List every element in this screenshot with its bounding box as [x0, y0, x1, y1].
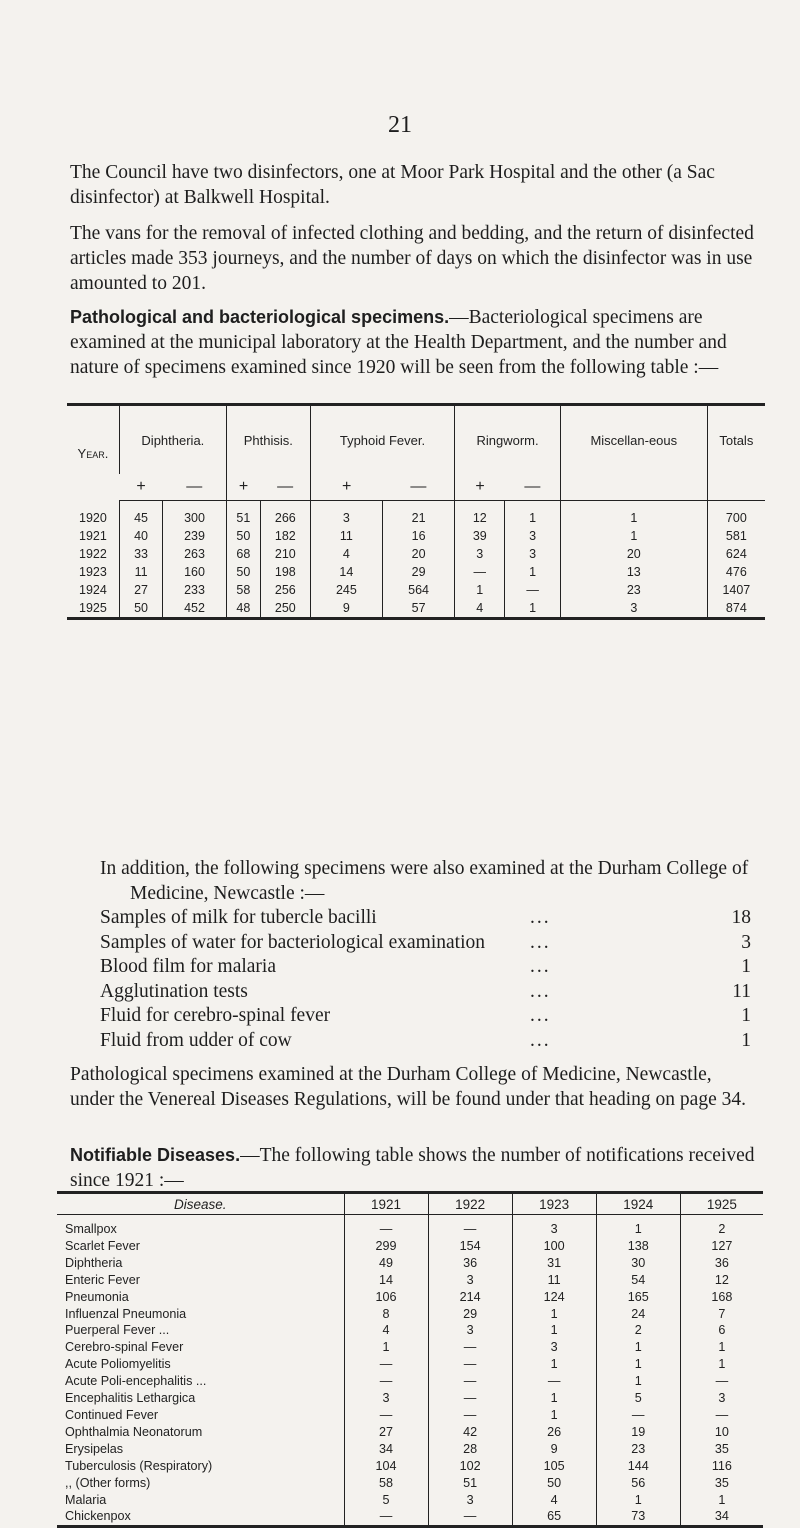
specimen-cell-typh_m: 29: [382, 563, 454, 581]
specimen-cell-typh_m: 16: [382, 527, 454, 545]
notification-count: 127: [680, 1238, 763, 1255]
list-item: [100, 980, 765, 1005]
notification-count: —: [680, 1407, 763, 1424]
specimen-cell-year: 1924: [79, 583, 107, 597]
notification-count: 100: [512, 1238, 596, 1255]
notification-count: 1: [512, 1306, 596, 1323]
sign-plus: +: [455, 474, 505, 501]
header-year-1921: 1921: [344, 1193, 428, 1215]
notification-count: 11: [512, 1272, 596, 1289]
specimen-cell-misc: 23: [560, 581, 707, 599]
notification-count: 1: [596, 1215, 680, 1238]
specimen-cell-misc: 20: [560, 545, 707, 563]
notification-count: 2: [680, 1215, 763, 1238]
table-row: [57, 1424, 763, 1441]
notification-count: —: [428, 1373, 512, 1390]
vans-paragraph: The vans for the removal of infected clothing and bedding, and the return of disinfected articles made 353 journeys, and the number of days on which the disinfector was in use amounted to 201.: [70, 223, 754, 294]
table-row: [57, 1215, 763, 1238]
notification-count: —: [428, 1508, 512, 1526]
specimen-cell-ring_m: 3: [505, 527, 561, 545]
list-item-value: 1: [741, 956, 751, 978]
notification-count: 1: [680, 1356, 763, 1373]
specimen-cell-dip_p: 45: [119, 501, 162, 528]
specimen-cell-dip_m: 300: [163, 501, 227, 528]
specimen-cell-typh_p: 14: [310, 563, 382, 581]
notification-count: 73: [596, 1508, 680, 1526]
notification-count: 5: [596, 1390, 680, 1407]
specimen-cell-dip_p: 33: [119, 545, 162, 563]
specimen-cell-total: 874: [707, 599, 765, 619]
disease-name: Acute Poliomyelitis: [65, 1357, 171, 1372]
notification-count: 31: [512, 1255, 596, 1272]
notification-count: 50: [512, 1475, 596, 1492]
specimen-cell-year: 1923: [79, 565, 107, 579]
list-item-value: 1: [741, 1005, 751, 1027]
header-diphtheria: Diphtheria.: [119, 405, 226, 475]
header-year-1923: 1923: [512, 1193, 596, 1215]
list-item-leader: ...: [530, 1005, 551, 1027]
disease-name: Puerperal Fever ...: [65, 1323, 170, 1338]
disease-name: Diphtheria: [65, 1255, 123, 1270]
list-item-value: 3: [741, 931, 751, 953]
header-ringworm: Ringworm.: [455, 405, 561, 475]
specimen-cell-total: 700: [707, 501, 765, 528]
list-item-leader: ...: [530, 956, 551, 978]
notification-count: 49: [344, 1255, 428, 1272]
specimen-cell-dip_m: 233: [163, 581, 227, 599]
notification-count: 29: [428, 1306, 512, 1323]
notification-count: —: [344, 1356, 428, 1373]
table-row: [57, 1356, 763, 1373]
specimen-cell-misc: 1: [560, 501, 707, 528]
list-item-value: 1: [741, 1029, 751, 1051]
specimen-cell-year: 1921: [79, 529, 107, 543]
specimen-row: [67, 599, 765, 619]
specimen-row: [67, 581, 765, 599]
notification-count: 165: [596, 1289, 680, 1306]
list-item-label: Samples of milk for tubercle bacilli: [100, 907, 377, 928]
notification-count: 124: [512, 1289, 596, 1306]
disease-name: Scarlet Fever: [65, 1238, 140, 1253]
specimen-cell-misc: 3: [560, 599, 707, 619]
specimen-table: [67, 403, 765, 620]
header-year-1924: 1924: [596, 1193, 680, 1215]
notification-count: 102: [428, 1458, 512, 1475]
table-row: [57, 1492, 763, 1509]
specimen-row: [67, 501, 765, 528]
header-year-1925: 1925: [680, 1193, 763, 1215]
notification-count: 1: [596, 1492, 680, 1509]
notification-count: 34: [680, 1508, 763, 1526]
notification-count: 3: [512, 1339, 596, 1356]
notification-count: 3: [428, 1492, 512, 1509]
durham-specimen-list: [100, 906, 765, 1054]
specimen-cell-ring_p: 3: [455, 545, 505, 563]
notification-count: 105: [512, 1458, 596, 1475]
list-item-leader: ...: [530, 931, 551, 953]
specimen-cell-total: 476: [707, 563, 765, 581]
notification-count: —: [344, 1407, 428, 1424]
specimen-cell-year: 1922: [79, 547, 107, 561]
specimen-cell-phth_p: 51: [226, 501, 260, 528]
notification-count: 3: [428, 1322, 512, 1339]
specimen-cell-dip_m: 452: [163, 599, 227, 619]
notification-count: —: [344, 1215, 428, 1238]
specimen-cell-dip_m: 263: [163, 545, 227, 563]
notification-count: 104: [344, 1458, 428, 1475]
disease-name: Ophthalmia Neonatorum: [65, 1424, 203, 1439]
specimen-cell-phth_m: 182: [260, 527, 310, 545]
specimen-cell-phth_m: 250: [260, 599, 310, 619]
table-row: [57, 1322, 763, 1339]
sign-minus: —: [382, 474, 454, 501]
notification-count: 6: [680, 1322, 763, 1339]
specimen-cell-typh_p: 245: [310, 581, 382, 599]
table-row: [57, 1339, 763, 1356]
notification-count: 3: [344, 1390, 428, 1407]
header-year: Year.: [77, 445, 109, 461]
specimen-cell-phth_p: 68: [226, 545, 260, 563]
specimen-cell-year: 1920: [79, 510, 107, 525]
notification-count: 7: [680, 1306, 763, 1323]
notification-count: 56: [596, 1475, 680, 1492]
specimen-cell-misc: 1: [560, 527, 707, 545]
specimen-cell-phth_m: 256: [260, 581, 310, 599]
header-phthisis: Phthisis.: [226, 405, 310, 475]
page-number: 21: [388, 112, 412, 138]
notification-count: 1: [512, 1407, 596, 1424]
list-item-label: Samples of water for bacteriological examination: [100, 931, 485, 953]
specimen-cell-typh_m: 20: [382, 545, 454, 563]
specimen-cell-typh_m: 21: [382, 501, 454, 528]
notifiable-paragraph: [70, 1143, 755, 1193]
specimen-cell-phth_p: 50: [226, 527, 260, 545]
totals-sign-blank: [707, 474, 765, 501]
notification-count: 1: [680, 1339, 763, 1356]
notifiable-text: —The following table shows the number of notifications received since 1921 :—: [70, 1145, 755, 1191]
notification-count: 168: [680, 1289, 763, 1306]
notification-count: —: [428, 1407, 512, 1424]
specimen-cell-phth_m: 266: [260, 501, 310, 528]
notification-count: 34: [344, 1441, 428, 1458]
notifiable-table-body: [57, 1215, 763, 1527]
notification-count: 42: [428, 1424, 512, 1441]
notification-count: 36: [428, 1255, 512, 1272]
notifiable-heading: Notifiable Diseases.: [70, 1145, 241, 1165]
notification-count: 106: [344, 1289, 428, 1306]
notification-count: —: [680, 1373, 763, 1390]
notification-count: —: [344, 1373, 428, 1390]
disease-name: Pneumonia: [65, 1289, 129, 1304]
notification-count: 3: [512, 1215, 596, 1238]
notification-count: 1: [512, 1356, 596, 1373]
notification-count: 23: [596, 1441, 680, 1458]
table-row: [57, 1475, 763, 1492]
sign-minus: —: [505, 474, 561, 501]
notification-count: —: [428, 1339, 512, 1356]
notification-count: 1: [344, 1339, 428, 1356]
list-item: [100, 931, 765, 956]
specimen-cell-typh_m: 564: [382, 581, 454, 599]
notification-count: 1: [512, 1322, 596, 1339]
notification-count: 26: [512, 1424, 596, 1441]
header-disease: Disease.: [57, 1193, 344, 1215]
sign-plus: +: [226, 474, 260, 501]
notification-count: 138: [596, 1238, 680, 1255]
header-year-1922: 1922: [428, 1193, 512, 1215]
disease-name: Smallpox: [65, 1222, 117, 1236]
list-item-label: Agglutination tests: [100, 980, 248, 1002]
notification-count: 10: [680, 1424, 763, 1441]
list-item: [100, 1029, 765, 1054]
notification-count: 299: [344, 1238, 428, 1255]
notification-count: 5: [344, 1492, 428, 1509]
list-item: [100, 1004, 765, 1029]
specimen-cell-typh_m: 57: [382, 599, 454, 619]
disease-name: Enteric Fever: [65, 1272, 140, 1287]
notification-count: 30: [596, 1255, 680, 1272]
list-item: [100, 955, 765, 980]
misc-sign-blank: [560, 474, 707, 501]
table-row: [57, 1289, 763, 1306]
notification-count: 65: [512, 1508, 596, 1526]
specimen-cell-total: 624: [707, 545, 765, 563]
list-item-leader: ...: [530, 980, 551, 1002]
header-totals: Totals: [707, 405, 765, 475]
list-item-label: Blood film for malaria: [100, 956, 276, 978]
specimen-cell-total: 581: [707, 527, 765, 545]
sign-minus: —: [260, 474, 310, 501]
list-item-leader: ...: [530, 1029, 551, 1051]
table-row: [57, 1238, 763, 1255]
notification-count: 4: [344, 1322, 428, 1339]
specimen-cell-phth_m: 198: [260, 563, 310, 581]
specimen-cell-ring_m: —: [505, 581, 561, 599]
notification-count: 36: [680, 1255, 763, 1272]
table-row: [57, 1458, 763, 1475]
specimen-cell-ring_p: 39: [455, 527, 505, 545]
list-item-label: Fluid for cerebro-spinal fever: [100, 1005, 331, 1027]
disease-name: Malaria: [65, 1492, 107, 1507]
specimens-heading: Pathological and bacteriological specimens.: [70, 307, 450, 327]
disease-name: Continued Fever: [65, 1407, 159, 1422]
table-row: [57, 1508, 763, 1526]
disease-name: Encephalitis Lethargica: [65, 1391, 196, 1406]
notification-count: 3: [680, 1390, 763, 1407]
notification-count: —: [428, 1215, 512, 1238]
notification-count: 51: [428, 1475, 512, 1492]
specimen-cell-ring_m: 1: [505, 563, 561, 581]
table-row: [57, 1306, 763, 1323]
disease-name: Acute Poli-encephalitis ...: [65, 1374, 207, 1389]
list-item-leader: ...: [530, 907, 551, 928]
notification-count: 28: [428, 1441, 512, 1458]
list-item: [100, 906, 765, 931]
notification-count: 27: [344, 1424, 428, 1441]
disease-name: Cerebro-spinal Fever: [65, 1340, 184, 1355]
table-row: [57, 1272, 763, 1289]
notifiable-table-header: [57, 1193, 763, 1215]
notification-count: 144: [596, 1458, 680, 1475]
disease-name: Erysipelas: [65, 1441, 124, 1456]
specimen-cell-ring_p: 1: [455, 581, 505, 599]
specimen-cell-ring_m: 3: [505, 545, 561, 563]
notification-count: 1: [596, 1356, 680, 1373]
specimen-cell-phth_m: 210: [260, 545, 310, 563]
notification-count: 4: [512, 1492, 596, 1509]
notifiable-table: [57, 1191, 763, 1528]
specimen-row: [67, 545, 765, 563]
specimen-cell-total: 1407: [707, 581, 765, 599]
notification-count: 58: [344, 1475, 428, 1492]
specimen-cell-misc: 13: [560, 563, 707, 581]
notification-count: —: [344, 1508, 428, 1526]
specimen-cell-typh_p: 4: [310, 545, 382, 563]
notification-count: —: [512, 1373, 596, 1390]
notification-count: 116: [680, 1458, 763, 1475]
notification-count: 35: [680, 1475, 763, 1492]
notification-count: —: [428, 1356, 512, 1373]
disease-name: Tuberculosis (Respiratory): [65, 1458, 213, 1473]
notification-count: —: [428, 1390, 512, 1407]
specimen-cell-ring_m: 1: [505, 501, 561, 528]
specimen-cell-phth_p: 58: [226, 581, 260, 599]
disease-name: ,, (Other forms): [65, 1475, 151, 1490]
specimens-paragraph: [70, 305, 755, 380]
specimen-row: [67, 563, 765, 581]
table-row: [57, 1407, 763, 1424]
specimen-cell-dip_p: 11: [119, 563, 162, 581]
disinfectors-paragraph: The Council have two disinfectors, one at Moor Park Hospital and the other (a Sac disinfector) at Balkwell Hospital.: [70, 162, 715, 208]
list-item-value: 11: [732, 980, 751, 1002]
specimen-cell-dip_m: 239: [163, 527, 227, 545]
notification-count: 14: [344, 1272, 428, 1289]
disease-name: Influenzal Pneumonia: [65, 1306, 187, 1321]
specimen-cell-typh_p: 11: [310, 527, 382, 545]
list-item-label: Fluid from udder of cow: [100, 1029, 292, 1051]
notification-count: 35: [680, 1441, 763, 1458]
list-item-value: 18: [731, 907, 751, 928]
durham-intro: In addition, the following specimens were also examined at the Durham College of Medicine, Newcastle :—: [100, 858, 749, 904]
table-row: [57, 1441, 763, 1458]
notification-count: 154: [428, 1238, 512, 1255]
specimens-text: —Bacteriological specimens are examined at the municipal laboratory at the Health Department, and the number and nature of specimens examined since 1920 will be seen from the following table :—: [70, 307, 727, 378]
disease-name: Chickenpox: [65, 1509, 131, 1524]
specimen-cell-dip_p: 50: [119, 599, 162, 619]
notification-count: —: [596, 1407, 680, 1424]
notification-count: 1: [596, 1373, 680, 1390]
specimen-row: [67, 527, 765, 545]
notification-count: 214: [428, 1289, 512, 1306]
specimen-cell-ring_m: 1: [505, 599, 561, 619]
notification-count: 54: [596, 1272, 680, 1289]
header-typhoid: Typhoid Fever.: [310, 405, 454, 475]
specimen-cell-ring_p: —: [455, 563, 505, 581]
specimen-cell-ring_p: 12: [455, 501, 505, 528]
table-row: [57, 1390, 763, 1407]
notification-count: 9: [512, 1441, 596, 1458]
notification-count: 3: [428, 1272, 512, 1289]
specimen-table-body: [67, 501, 765, 619]
notification-count: 1: [512, 1390, 596, 1407]
table-row: [57, 1373, 763, 1390]
specimen-cell-dip_m: 160: [163, 563, 227, 581]
notification-count: 2: [596, 1322, 680, 1339]
notification-count: 1: [680, 1492, 763, 1509]
notification-count: 12: [680, 1272, 763, 1289]
sign-plus: +: [310, 474, 382, 501]
notification-count: 1: [596, 1339, 680, 1356]
header-misc: Miscellan-eous: [560, 405, 707, 475]
specimen-cell-typh_p: 9: [310, 599, 382, 619]
notification-count: 8: [344, 1306, 428, 1323]
venereal-paragraph: Pathological specimens examined at the Durham College of Medicine, Newcastle, under the Venereal Diseases Regulations, will be found under that heading on page 34.: [70, 1064, 746, 1110]
sign-plus: +: [119, 474, 162, 501]
notification-count: 19: [596, 1424, 680, 1441]
sign-minus: —: [163, 474, 227, 501]
specimen-cell-ring_p: 4: [455, 599, 505, 619]
specimen-cell-dip_p: 40: [119, 527, 162, 545]
specimen-cell-typh_p: 3: [310, 501, 382, 528]
table-row: [57, 1255, 763, 1272]
specimen-cell-phth_p: 50: [226, 563, 260, 581]
specimen-cell-phth_p: 48: [226, 599, 260, 619]
specimen-cell-dip_p: 27: [119, 581, 162, 599]
notification-count: 24: [596, 1306, 680, 1323]
specimen-cell-year: 1925: [79, 601, 107, 615]
